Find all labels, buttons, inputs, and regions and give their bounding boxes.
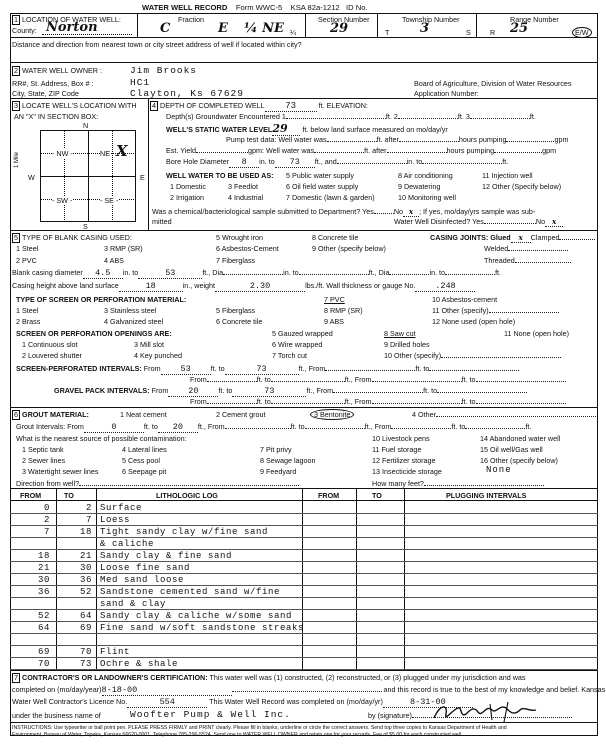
fraction-label: Fraction xyxy=(178,15,204,24)
log-from: 2 xyxy=(43,515,50,525)
section-5-title: 5 TYPE OF BLANK CASING USED: xyxy=(14,233,132,242)
signature xyxy=(430,700,570,724)
log-from: 30 xyxy=(37,575,50,585)
log-header-lithologic: LITHOLOGIC LOG xyxy=(156,491,218,500)
county-label: County: xyxy=(12,26,37,35)
fraction-q: ¼ xyxy=(290,28,296,37)
log-from: 36 xyxy=(37,587,50,597)
log-description: Ochre & shale xyxy=(100,659,179,669)
static-level-value: 29 xyxy=(272,122,300,136)
log-from: 7 xyxy=(43,527,50,537)
log-row-line xyxy=(10,621,598,622)
range-label: Range Number xyxy=(510,15,559,24)
address-value: HC1 xyxy=(130,77,151,88)
log-to: 64 xyxy=(79,611,92,621)
city-label: City, State, ZIP Code xyxy=(12,89,79,98)
city-value: Clayton, Ks 67629 xyxy=(130,88,244,99)
log-to: 73 xyxy=(79,659,92,669)
log-description: Med sand loose xyxy=(100,575,185,585)
fraction-1: C xyxy=(160,21,171,36)
log-to: 69 xyxy=(79,623,92,633)
application-label: Application Number: xyxy=(414,89,479,98)
log-description: Loess xyxy=(100,515,131,525)
an-x-label: AN "X" IN SECTION BOX: xyxy=(14,112,99,121)
log-row-line xyxy=(10,537,598,538)
log-to: 7 xyxy=(85,515,92,525)
log-from: 64 xyxy=(37,623,50,633)
log-description: Flint xyxy=(100,647,131,657)
county-value: Norton xyxy=(46,20,98,35)
log-row-line xyxy=(10,585,598,586)
log-header-to: TO xyxy=(64,491,74,500)
screen-title: TYPE OF SCREEN OR PERFORATION MATERIAL: xyxy=(16,295,187,304)
section-2-title: 2 WATER WELL OWNER : xyxy=(14,66,102,75)
section-4-title: 4 DEPTH OF COMPLETED WELL 73 ft. ELEVATION: xyxy=(152,101,368,111)
log-from: 69 xyxy=(37,647,50,657)
log-from: 52 xyxy=(37,611,50,621)
section-number-label: Section Number xyxy=(318,15,370,24)
log-to: 52 xyxy=(79,587,92,597)
log-description: Loose fine sand xyxy=(100,563,191,573)
location-x-mark: X xyxy=(116,142,128,160)
range-value: 25 xyxy=(510,21,529,36)
log-description: Sandstone cemented sand w/fine xyxy=(100,587,281,597)
log-to: 21 xyxy=(79,551,92,561)
log-row-line xyxy=(10,561,598,562)
log-description: Tight sandy clay w/fine sand xyxy=(100,527,269,537)
log-header-plugging: PLUGGING INTERVALS xyxy=(446,491,527,500)
openings-title: SCREEN OR PERFORATION OPENINGS ARE: xyxy=(16,329,172,338)
distance-label: Distance and direction from nearest town or city street address of well if located within city? xyxy=(12,40,302,49)
log-to: 18 xyxy=(79,527,92,537)
log-row-line xyxy=(10,573,598,574)
use-label: WELL WATER TO BE USED AS: xyxy=(166,171,274,180)
section-number-value: 29 xyxy=(330,21,349,36)
log-from: 21 xyxy=(37,563,50,573)
fraction-2: E xyxy=(218,21,228,36)
section-1-title: 1 LOCATION OF WATER WELL: xyxy=(14,15,121,24)
business-name-value: Woofter Pump & Well Inc. xyxy=(130,709,291,720)
log-from: 70 xyxy=(37,659,50,669)
log-header-plug-from: FROM xyxy=(318,491,340,500)
township-label: Township Number xyxy=(402,15,460,24)
log-row-line xyxy=(10,525,598,526)
instructions-1: INSTRUCTIONS: Use typewriter or ball point pen. PLEASE PRESS FIRMLY and PRINT clearly. Please fill in blanks, underline or circle the correct answers. Send top three copies to Kansas Department of Health and xyxy=(12,725,507,731)
log-row-line xyxy=(10,645,598,646)
log-from: 0 xyxy=(43,503,50,513)
log-from: 18 xyxy=(37,551,50,561)
fraction-3: ¼ NE xyxy=(244,21,284,36)
log-row-line xyxy=(10,657,598,658)
log-row-line xyxy=(10,609,598,610)
log-description: Fine sand w/soft sandstone streaks xyxy=(100,623,305,633)
section-3-title: 3 LOCATE WELL'S LOCATION WITH xyxy=(14,101,137,110)
log-to: 2 xyxy=(85,503,92,513)
log-description: sand & clay xyxy=(100,599,167,609)
log-description: & caliche xyxy=(100,539,155,549)
log-row-line xyxy=(10,513,598,514)
range-ew: E/W xyxy=(572,27,592,38)
log-description: Surface xyxy=(100,503,143,513)
contamination-other-value: None xyxy=(486,465,512,475)
log-header-from: FROM xyxy=(20,491,42,500)
form-title: WATER WELL RECORD Form WWC-5 KSA 82a-1212 ID No. xyxy=(142,3,368,12)
section-6-title: 6 GROUT MATERIAL: xyxy=(14,410,89,419)
log-to: 70 xyxy=(79,647,92,657)
log-header-plug-to: TO xyxy=(372,491,382,500)
log-row-line xyxy=(10,633,598,634)
log-to: 36 xyxy=(79,575,92,585)
log-row-line xyxy=(10,549,598,550)
owner-value: Jim Brooks xyxy=(130,65,198,76)
log-to: 30 xyxy=(79,563,92,573)
board-label: Board of Agriculture, Division of Water Resources xyxy=(414,79,572,88)
instructions-2: Environment, Bureau of Water, Topeka, Kansas 66620-0001. Telephone 785-296-5524. Send one to WATER WELL OWNER and retain one for your records. Fee of $5.00 for each constructed well. xyxy=(12,732,463,738)
address-label: RR#, St. Address, Box # : xyxy=(12,79,94,88)
log-description: Sandy clay & fine sand xyxy=(100,551,233,561)
bentonite-circled: 3 Bentonite xyxy=(310,409,354,420)
log-row-line xyxy=(10,597,598,598)
log-description: Sandy clay & caliche w/some sand xyxy=(100,611,293,621)
section-7-title: 7 CONTRACTOR'S OR LANDOWNER'S CERTIFICATION: This water well was (1) constructed, (2) reconstructed, or (3) plugged under my jurisdiction and was xyxy=(14,673,526,682)
township-value: 3 xyxy=(420,21,430,36)
